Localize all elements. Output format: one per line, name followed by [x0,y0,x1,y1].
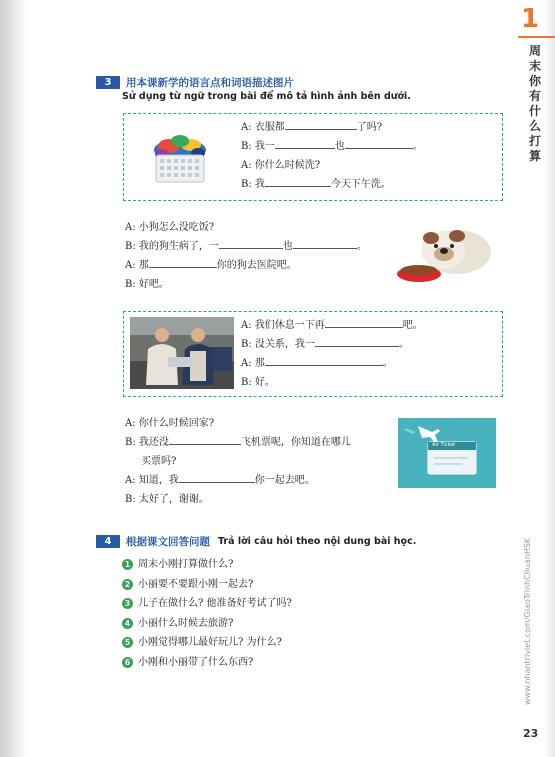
dialogue-line: 买票吗? [141,456,177,467]
fill-blank[interactable] [149,258,217,268]
list-item [122,594,292,614]
dialogue-line: B: 我的狗生病了，一 也 。 [125,241,367,252]
lesson-title-char: 你 [528,74,541,88]
question-text: 儿子在做什么? 他准备好考试了吗? [138,598,292,609]
dialogue-line: A: 小狗怎么没吃饭? [125,222,215,233]
section-title: 根据课文回答问题 [126,536,210,548]
dialogue-line: A: 衣服都 了吗? [241,122,383,133]
question-number: 2 [122,579,133,590]
dialogue-2 [125,218,367,294]
list-item [122,555,292,575]
lesson-title-char: 周 [528,44,541,58]
ticket-label: Air Ticket [432,442,456,448]
section-3-header [96,76,294,89]
question-list [122,555,292,672]
dialogue-line: A: 你什么时候回家? [125,418,215,429]
question-number: 3 [122,598,133,609]
lesson-title-char: 末 [528,59,541,73]
fill-blank[interactable] [325,318,403,328]
question-text: 小刚觉得哪儿最好玩儿? 为什么? [138,637,282,648]
fill-blank[interactable] [179,473,255,483]
bulldog-image [395,220,495,288]
dialogue-line: B: 太好了，谢谢。 [125,494,209,505]
fill-blank[interactable] [169,435,241,445]
air-ticket-image [398,418,496,488]
laundry-basket-image [147,126,213,190]
dialogue-line: A: 那 你的狗去医院吧。 [125,260,297,271]
lesson-title-char: 什 [528,104,541,118]
lesson-title-char: 有 [528,89,541,103]
section-subtitle: Trả lời câu hỏi theo nội dung bài học. [218,536,417,547]
question-number: 1 [122,559,133,570]
two-men-image [130,317,234,389]
fill-blank[interactable] [293,239,357,249]
fill-blank[interactable] [265,356,383,366]
question-text: 周末小刚打算做什么? [138,559,234,570]
list-item [122,575,292,595]
dialogue-1 [241,118,423,194]
lesson-title-char: 打 [528,134,541,148]
lesson-number: 1 [521,4,540,34]
fill-blank[interactable] [275,139,335,149]
dialogue-line: A: 那 。 [241,358,393,369]
fill-blank[interactable] [219,239,283,249]
dialogue-line: A: 我们休息一下再 吧。 [241,320,423,331]
publisher-url: www.nhantriviet.com/GiaoTrinhChuanHSK [523,537,532,705]
section-number: 3 [96,76,120,89]
dialogue-line: B: 好吧。 [125,279,169,290]
section-4-header [96,535,416,548]
lesson-divider [518,36,555,38]
lesson-title-vertical [527,44,543,164]
page-gutter-shadow [0,0,28,757]
section-3-subtitle: Sử dụng từ ngữ trong bài để mô tả hình ảnh bên dưới. [122,91,411,102]
page-number: 23 [523,727,539,740]
fill-blank[interactable] [315,337,399,347]
dialogue-3 [241,316,423,392]
section-number: 4 [96,535,120,548]
question-number: 5 [122,637,133,648]
fill-blank[interactable] [345,139,413,149]
section-title: 用本课新学的语言点和词语描述图片 [126,77,294,89]
fill-blank[interactable] [265,177,331,187]
dialogue-line: B: 好。 [241,377,275,388]
dialogue-line: B: 没关系，我一 。 [241,339,409,350]
question-text: 小丽什么时候去旅游? [138,617,234,629]
dialogue-line: B: 我还没 飞机票呢，你知道在哪儿 [125,437,351,448]
question-text: 小丽要不要跟小刚一起去? [138,578,254,590]
question-number: 6 [122,657,133,668]
lesson-title-char: 算 [528,149,541,163]
dialogue-line: B: 我 今天下午洗。 [241,179,391,190]
dialogue-line: A: 你什么时候洗? [241,160,321,171]
page-edge-shadow [545,0,555,757]
dialogue-4 [125,414,351,509]
dialogue-line: A: 知道，我 你一起去吧。 [125,475,315,486]
list-item [122,653,292,673]
question-number: 4 [122,618,133,629]
list-item [122,633,292,653]
lesson-title-char: 么 [528,119,541,133]
question-text: 小刚和小丽带了什么东西? [138,656,254,668]
dialogue-line: B: 我一 也 。 [241,141,423,152]
list-item [122,614,292,634]
fill-blank[interactable] [285,120,357,130]
